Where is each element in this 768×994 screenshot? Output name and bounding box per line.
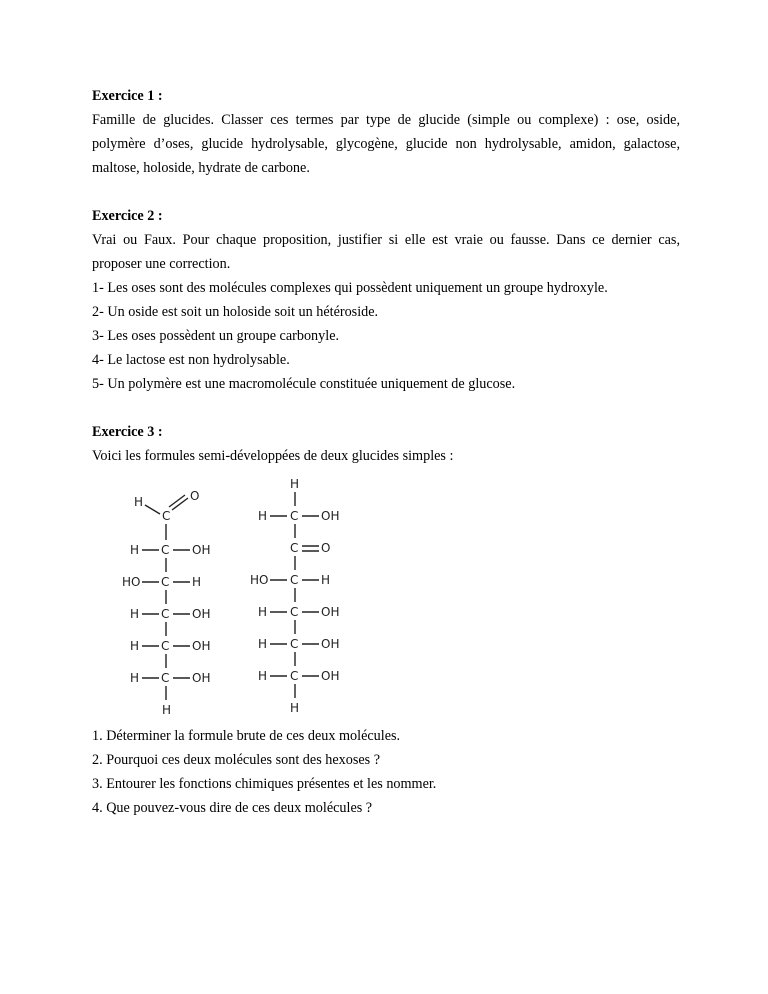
question-4: 4. Que pouvez-vous dire de ces deux molécules ? xyxy=(92,800,373,816)
atom-c: C xyxy=(161,671,170,685)
exercise-2-intro: Vrai ou Faux. Pour chaque proposition, justifier si elle est vraie ou fausse. Dans ce dernier cas, proposer une correction. xyxy=(92,232,680,272)
atom-h: H xyxy=(134,495,144,509)
exercise-1-title: Exercice 1 : xyxy=(92,88,163,104)
question-2: 2. Pourquoi ces deux molécules sont des hexoses ? xyxy=(92,752,381,768)
atom-ho: HO xyxy=(122,575,141,589)
exercise-3-title: Exercice 3 : xyxy=(92,424,163,440)
atom-c: C xyxy=(161,543,170,557)
atom-h: H xyxy=(130,607,140,621)
atom-ho: HO xyxy=(250,573,269,587)
document-page xyxy=(92,84,680,820)
atom-h: H xyxy=(321,573,331,587)
atom-oh: OH xyxy=(321,669,340,683)
atom-h: H xyxy=(130,671,140,685)
atom-c: C xyxy=(290,605,299,619)
exercise-2-title: Exercice 2 : xyxy=(92,208,163,224)
atom-c: C xyxy=(290,509,299,523)
atom-c: C xyxy=(161,575,170,589)
atom-oh: OH xyxy=(321,605,340,619)
statement-3: 3- Les oses possèdent un groupe carbonyle. xyxy=(92,328,340,344)
atom-h: H xyxy=(162,703,172,717)
exercise-3-intro: Voici les formules semi-développées de deux glucides simples : xyxy=(92,448,454,464)
atom-h: H xyxy=(258,509,268,523)
atom-h: H xyxy=(130,543,140,557)
atom-c: C xyxy=(290,541,299,555)
structural-formulas xyxy=(92,474,680,724)
atom-o: O xyxy=(190,489,200,503)
atom-h: H xyxy=(258,605,268,619)
atom-c: C xyxy=(290,573,299,587)
atom-h: H xyxy=(290,477,300,491)
atom-h: H xyxy=(258,669,268,683)
atom-h: H xyxy=(130,639,140,653)
atom-oh: OH xyxy=(321,509,340,523)
statement-5: 5- Un polymère est une macromolécule constituée uniquement de glucose. xyxy=(92,376,516,392)
atom-oh: OH xyxy=(192,671,211,685)
atom-oh: OH xyxy=(192,639,211,653)
statement-4: 4- Le lactose est non hydrolysable. xyxy=(92,352,290,368)
question-3: 3. Entourer les fonctions chimiques présentes et les nommer. xyxy=(92,776,437,792)
atom-oh: OH xyxy=(192,607,211,621)
atom-c: C xyxy=(161,607,170,621)
atom-h: H xyxy=(258,637,268,651)
atom-c: C xyxy=(161,639,170,653)
atom-c: C xyxy=(162,509,171,523)
atom-h: H xyxy=(192,575,202,589)
atom-oh: OH xyxy=(321,637,340,651)
question-1: 1. Déterminer la formule brute de ces deux molécules. xyxy=(92,728,401,744)
exercise-1-text: Famille de glucides. Classer ces termes par type de glucide (simple ou complexe) : ose, oside, polymère d’oses, glucide hydrolysable, glycogène, glucide non hydrolysable, amidon, galactose, maltose, holoside, hydrate de carbone. xyxy=(92,112,680,176)
atom-c: C xyxy=(290,637,299,651)
atom-h: H xyxy=(290,701,300,715)
atom-o: O xyxy=(321,541,331,555)
ketose-structure xyxy=(248,474,388,724)
atom-oh: OH xyxy=(192,543,211,557)
aldose-structure xyxy=(122,474,268,724)
statement-2: 2- Un oside est soit un holoside soit un hétéroside. xyxy=(92,304,379,320)
atom-c: C xyxy=(290,669,299,683)
statement-1: 1- Les oses sont des molécules complexes qui possèdent uniquement un groupe hydroxyle. xyxy=(92,280,608,296)
